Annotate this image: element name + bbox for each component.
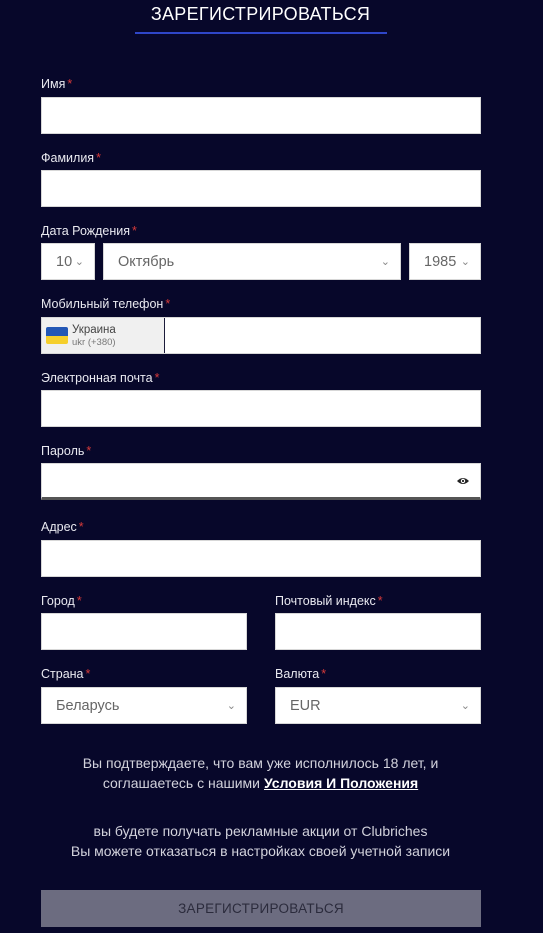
currency-label-text: Валюта <box>275 667 320 681</box>
city-label <box>41 594 82 608</box>
register-button[interactable]: ЗАРЕГИСТРИРОВАТЬСЯ <box>41 890 481 927</box>
birth-month-select[interactable] <box>103 243 401 280</box>
first-name-label <box>41 77 72 91</box>
password-input[interactable] <box>41 463 481 500</box>
required-mark: * <box>86 444 92 458</box>
city-label-text: Город <box>41 594 75 608</box>
chevron-down-icon: ⌄ <box>380 256 390 268</box>
eye-icon[interactable] <box>456 476 470 486</box>
address-label <box>41 520 84 534</box>
phone-input[interactable] <box>41 317 481 354</box>
phone-label-text: Мобильный телефон <box>41 297 164 311</box>
currency-label <box>275 667 326 681</box>
birth-year-value: 1985 <box>424 253 457 270</box>
terms-notice <box>0 753 521 793</box>
birth-year-select[interactable] <box>409 243 481 280</box>
required-mark: * <box>321 667 327 681</box>
required-mark: * <box>132 224 137 238</box>
terms-link[interactable]: Условия И Положения <box>263 775 419 791</box>
postal-label-text: Почтовый индекс <box>275 594 376 608</box>
first-name-input[interactable] <box>41 97 481 134</box>
currency-value: EUR <box>290 697 321 714</box>
country-label <box>41 667 90 681</box>
promo-notice <box>0 821 521 861</box>
birth-day-value: 10 <box>56 253 73 270</box>
required-mark: * <box>154 371 160 385</box>
postal-label <box>275 594 383 608</box>
first-name-label-text: Имя <box>41 77 66 91</box>
country-label-text: Страна <box>41 667 84 681</box>
birth-date-label <box>41 224 137 238</box>
required-mark: * <box>85 667 91 681</box>
page-title: ЗАРЕГИСТРИРОВАТЬСЯ <box>150 4 371 24</box>
required-mark: * <box>76 594 82 608</box>
promo-line-1: вы будете получать рекламные акции от Clubriches <box>93 823 428 839</box>
last-name-label-text: Фамилия <box>41 151 95 165</box>
address-label-text: Адрес <box>41 520 77 534</box>
required-mark: * <box>377 594 383 608</box>
phone-country-code: ukr (+380) <box>72 336 116 348</box>
birth-day-select[interactable] <box>41 243 95 280</box>
address-input[interactable] <box>41 540 481 577</box>
birth-month-value: Октябрь <box>118 253 175 270</box>
last-name-label <box>41 151 101 165</box>
chevron-down-icon: ⌄ <box>460 256 470 268</box>
country-select[interactable] <box>41 687 247 724</box>
terms-line-2: соглашаетесь с нашими <box>102 775 260 791</box>
required-mark: * <box>96 151 101 165</box>
email-label <box>41 371 159 385</box>
chevron-down-icon: ⌄ <box>74 256 84 268</box>
required-mark: * <box>78 520 84 534</box>
phone-country-name: Украина <box>72 323 116 336</box>
title-underline <box>135 32 387 34</box>
phone-label <box>41 297 170 311</box>
email-input[interactable] <box>41 390 481 427</box>
chevron-down-icon: ⌄ <box>226 700 236 712</box>
country-value: Беларусь <box>56 697 120 714</box>
terms-line-1: Вы подтверждаете, что вам уже исполнилось 18 лет, и <box>82 755 439 771</box>
promo-line-2: Вы можете отказаться в настройках своей учетной записи <box>70 843 451 859</box>
currency-select[interactable] <box>275 687 481 724</box>
password-label <box>41 444 91 458</box>
city-input[interactable] <box>41 613 247 650</box>
phone-country-select[interactable] <box>42 318 165 353</box>
required-mark: * <box>165 297 171 311</box>
email-label-text: Электронная почта <box>41 371 153 385</box>
postal-code-input[interactable] <box>275 613 481 650</box>
required-mark: * <box>67 77 73 91</box>
ukraine-flag-icon <box>46 327 68 344</box>
chevron-down-icon: ⌄ <box>460 700 470 712</box>
last-name-input[interactable] <box>41 170 481 207</box>
birth-date-label-text: Дата Рождения <box>41 224 131 238</box>
password-label-text: Пароль <box>41 444 85 458</box>
